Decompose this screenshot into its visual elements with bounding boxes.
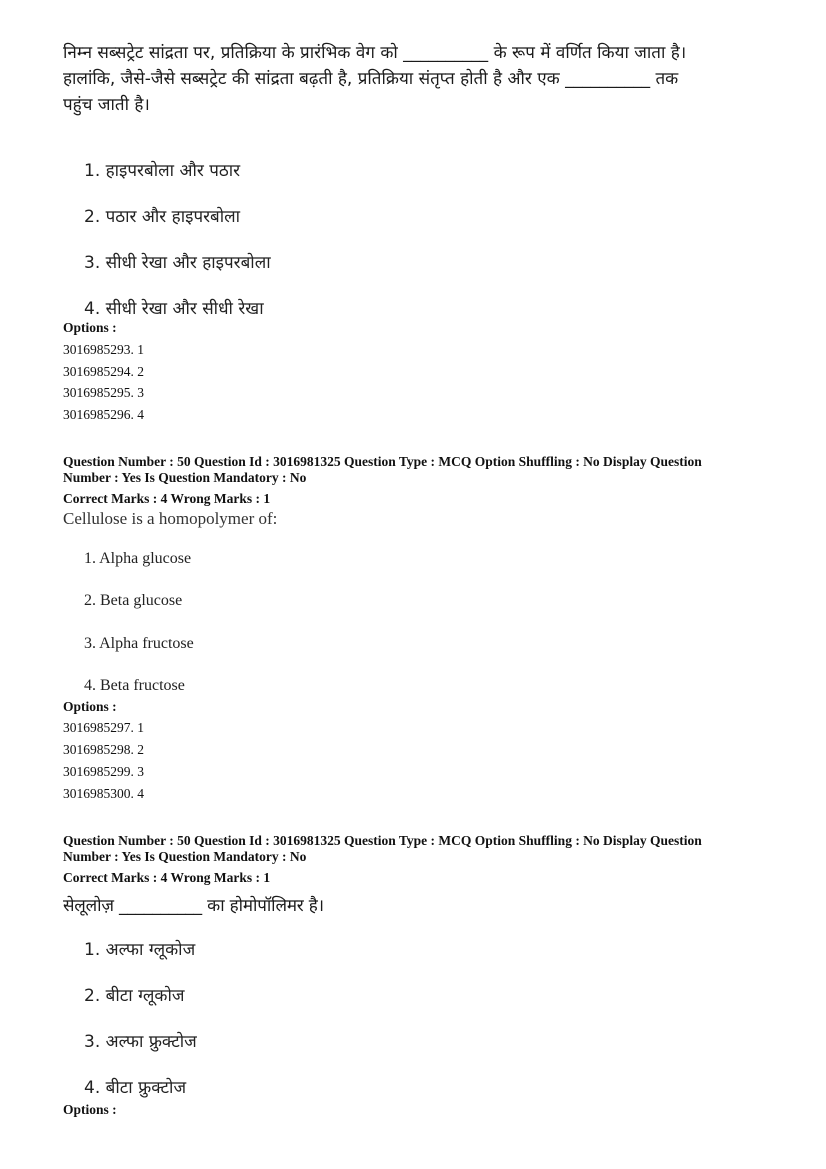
meta-line: Number : Yes Is Question Mandatory : No bbox=[63, 470, 307, 485]
meta-line: Question Number : 50 Question Id : 3016981325 Question Type : MCQ Option Shuffling : No Display Question bbox=[63, 833, 702, 848]
choice-4: 4. बीटा फ्रुक्टोज bbox=[84, 1078, 187, 1098]
choice-4: 4. सीधी रेखा और सीधी रेखा bbox=[84, 299, 264, 319]
options-label: Options : bbox=[63, 699, 117, 714]
meta-line: Question Number : 50 Question Id : 3016981325 Question Type : MCQ Option Shuffling : No Display Question bbox=[63, 454, 702, 469]
options-label: Options : bbox=[63, 320, 117, 335]
option-id: 3016985294. 2 bbox=[63, 364, 144, 379]
marks-info: Correct Marks : 4 Wrong Marks : 1 bbox=[63, 870, 271, 885]
meta-line: Number : Yes Is Question Mandatory : No bbox=[63, 849, 307, 864]
choice-2: 2. पठार और हाइपरबोला bbox=[84, 207, 241, 227]
choice-1: 1. अल्फा ग्लूकोज bbox=[84, 940, 196, 960]
option-id: 3016985298. 2 bbox=[63, 742, 144, 757]
choice-4: 4. Beta fructose bbox=[84, 677, 185, 694]
question-text-hindi-2: सेलूलोज़ __________ का होमोपॉलिमर है। bbox=[63, 896, 324, 916]
choice-3: 3. सीधी रेखा और हाइपरबोला bbox=[84, 253, 271, 273]
option-id: 3016985300. 4 bbox=[63, 786, 144, 801]
choice-1: 1. हाइपरबोला और पठार bbox=[84, 161, 241, 181]
question-meta bbox=[63, 833, 773, 865]
question-line: पहुंच जाती है। bbox=[63, 95, 150, 115]
question-line: हालांकि, जैसे-जैसे सब्सट्रेट की सांद्रता बढ़ती है, प्रतिक्रिया संतृप्त होती है और एक __________ तक bbox=[63, 69, 679, 89]
option-id: 3016985293. 1 bbox=[63, 342, 144, 357]
choice-2: 2. बीटा ग्लूकोज bbox=[84, 986, 185, 1006]
option-id: 3016985296. 4 bbox=[63, 407, 144, 422]
options-label: Options : bbox=[63, 1102, 117, 1117]
choice-3: 3. अल्फा फ्रुक्टोज bbox=[84, 1032, 197, 1052]
option-id: 3016985299. 3 bbox=[63, 764, 144, 779]
marks-info: Correct Marks : 4 Wrong Marks : 1 bbox=[63, 491, 271, 506]
question-text-hindi-1 bbox=[63, 40, 763, 118]
question-text-english: Cellulose is a homopolymer of: bbox=[63, 509, 278, 528]
question-line: निम्न सब्सट्रेट सांद्रता पर, प्रतिक्रिया के प्रारंभिक वेग को __________ के रूप में वर्णित किया जाता है। bbox=[63, 43, 687, 63]
choice-1: 1. Alpha glucose bbox=[84, 550, 192, 567]
option-id: 3016985295. 3 bbox=[63, 385, 144, 400]
choice-3: 3. Alpha fructose bbox=[84, 635, 194, 652]
question-meta bbox=[63, 454, 773, 486]
choice-2: 2. Beta glucose bbox=[84, 592, 183, 609]
option-id: 3016985297. 1 bbox=[63, 720, 144, 735]
